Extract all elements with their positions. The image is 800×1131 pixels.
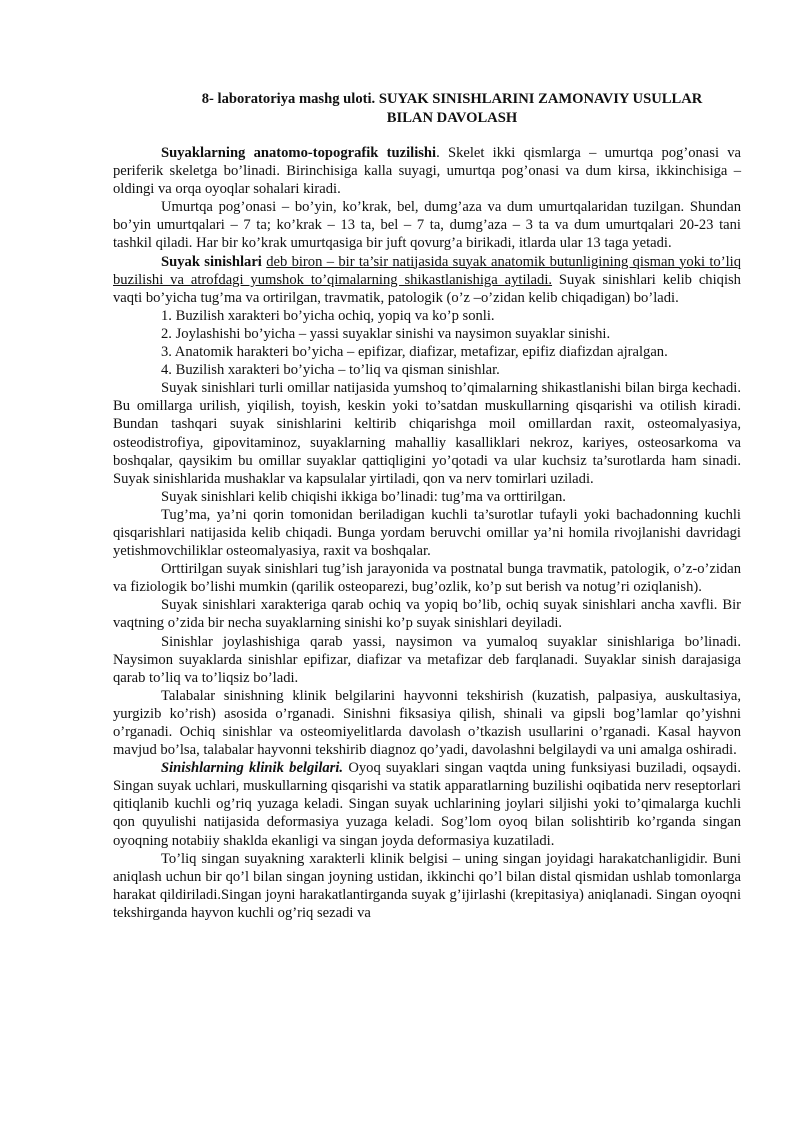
paragraph-fracture-definition: [113, 253, 741, 307]
paragraph-congenital: Tug’ma, ya’ni qorin tomonidan beriladigan kuchli ta’surotlar tufayli yoki bachadonning kuchli qisqarishlari natijasida kelib chiqadi. Bunga yordam beruvchi omillar ya’ni homila rivojlanishi davridagi yetishmovchiliklar osteomalyasiya, raxit va boshqalar.: [113, 506, 741, 560]
clinical-signs-text: Oyoq suyaklari singan vaqtda uning funksiyasi buziladi, oqsaydi. Singan suyak uchlari, muskullarning qisqarishi va statik apparatlarning buzilishi oqibatida nerv reseptorlari qitiqlanib kuchli og’riq yuzaga keladi. Singan suyak uchlarining joylari siljishi yoki to’qimalarga kuchli qon quyulishi natijasida deformasiya yuzaga keladi. Sog’lom oyoq bilan solishtirib ko’rganda singan oyoqning notabiiy shaklda ekanligi va singan joyda deformasiya kuzatiladi.: [113, 760, 741, 849]
list-item: 4. Buzilish xarakteri bo’yicha – to’liq va qisman sinishlar.: [161, 362, 500, 379]
list-item: 3. Anatomik harakteri bo’yicha – epifizar, diafizar, metafizar, epifiz diafizdan ajralgan.: [161, 344, 668, 361]
fracture-origin-text: Suyak sinishlari kelib chiqish vaqti bo’yicha tug’ma va ortirilgan, travmatik, patologik (o’z –o’zidan kelib chiqadigan) bo’ladi.: [113, 271, 741, 306]
paragraph-causes: Suyak sinishlari turli omillar natijasida yumshoq to’qimalarning shikastlanishi bilan birga kechadi. Bu omillarga urilish, yiqilish, toyish, keskin yoki to’satdan muskullarning qisqarishi va otilish kiradi. Bundan tashqari suyak sinishlarini keltirib chiqarishga moil omillardan raxit, osteomalyasiya, osteodistrofiya, gipovitaminoz, suyaklarning mahalliy kasalliklari nekroz, kariyes, osteosarkoma va boshqalar, qaysikim bu omillar suyaklar qattiqligini yo’qotadi va ular kuchsiz ta’surotlarda ham sinadi. Suyak sinishlarida mushaklar va kapsulalar yirtiladi, qon va nerv tomirlari uziladi.: [113, 380, 741, 487]
title-line-1: 8- laboratoriya mashg uloti. SUYAK SINISHLARINI ZAMONAVIY USULLAR: [201, 91, 703, 107]
paragraph-acquired: Orttirilgan suyak sinishlari tug’ish jarayonida va postnatal bunga travmatik, patologik, o’z-o’zidan va fiziologik bo’lishi mumkin (qarilik osteoparezi, bug’ozlik, ko’p sut berish va notug’ri oziqlanish).: [113, 561, 741, 596]
fracture-definition: deb biron – bir ta’sir natijasida suyak anatomik butunligining qisman yoki to’liq buzilishi va atrofdagi yumshok to’qimalarning shikastlanishiga aytiladi.: [113, 253, 741, 288]
paragraph-location: Sinishlar joylashishiga qarab yassi, naysimon va yumaloq suyaklar sinishlariga bo’linadi. Naysimon suyaklarda sinishlar epifizar, diafizar va metafizar deb farqlanadi. Suyaklar sinish darajasiga qarab to’liq va to’liqsiz bo’ladi.: [113, 633, 741, 686]
paragraph-spine: Umurtqa pog’onasi – bo’yin, ko’krak, bel, dumg’aza va dum umurtqalaridan tuzilgan. Shundan bo’yin umurtqalari – 7 ta; ko’krak – 13 ta, bel – 7 ta, dumg’aza – 3 ta va dum umurtqalari 20-23 tani tashkil qiladi. Har bir ko’krak umurtqasiga bir juft qovurg’a birikadi, itlarda ular 13 taga yetadi.: [113, 199, 741, 252]
paragraph-mobility: To’liq singan suyakning xarakterli klinik belgisi – uning singan joyidagi harakatchanligidir. Buni aniqlash uchun bir qo’l bilan singan joyning ustidan, ikkinchi qo’l bilan distal qismidan ushlab tomonlarga harakat qildiriladi.Singan joyni harakatlantirganda suyak g’ijirlashi (krepitasiya) aniqlanadi. Singan oyoqni tekshirganda hayvon kuchli og’riq sezadi va: [113, 850, 741, 921]
paragraph-origin: Suyak sinishlari kelib chiqishi ikkiga bo’linadi: tug’ma va orttirilgan.: [161, 488, 566, 505]
paragraph-open-closed: Suyak sinishlari xarakteriga qarab ochiq va yopiq bo’lib, ochiq suyak sinishlari ancha xavfli. Bir vaqtning o’zida bir necha suyaklarning sinishi ko’p suyak sinishlari deyiladi.: [113, 597, 741, 632]
paragraph-anatomy: [113, 144, 741, 198]
list-item: 2. Joylashishi bo’yicha – yassi suyaklar sinishi va naysimon suyaklar sinishi.: [161, 325, 611, 342]
page-title: [113, 90, 741, 127]
clinical-signs-heading: Sinishlarning klinik belgilari.: [161, 760, 344, 777]
anatomy-heading: Suyaklarning anatomo-topografik tuzilishi: [161, 145, 437, 161]
paragraph-clinical-signs: [113, 759, 741, 849]
title-line-2: BILAN DAVOLASH: [386, 109, 518, 126]
paragraph-students: Talabalar sinishning klinik belgilarini hayvonni tekshirish (kuzatish, palpasiya, auskultasiya, yurgizib ko’rish) asosida o’rganadi. Sinishni fiksasiya qilish, shinali va gipsli bog’lamlar qo’yishni o’rganadi. Ochiq sinishlar va osteomiyelitlarda davolash o’tkazish usullarini o’rganadi. Kasal hayvon mavjud bo’lsa, talabalar hayvonni tekshirib diagnoz qo’yadi, davolashni belgilaydi va uni amalga oshiradi.: [113, 687, 741, 759]
anatomy-text: . Skelet ikki qismlarga – umurtqa pog’onasi va periferik skeletga bo’linadi. Birinchisiga kalla suyagi, umurtqa pog’onasi va dum kirsa, ikkinchisiga – oldingi va orqa oyoqlar sohalari kiradi.: [113, 145, 741, 198]
list-item: 1. Buzilish xarakteri bo’yicha ochiq, yopiq va ko’p sonli.: [161, 307, 495, 324]
fracture-term: Suyak sinishlari: [161, 253, 262, 270]
document-page: [113, 90, 741, 922]
